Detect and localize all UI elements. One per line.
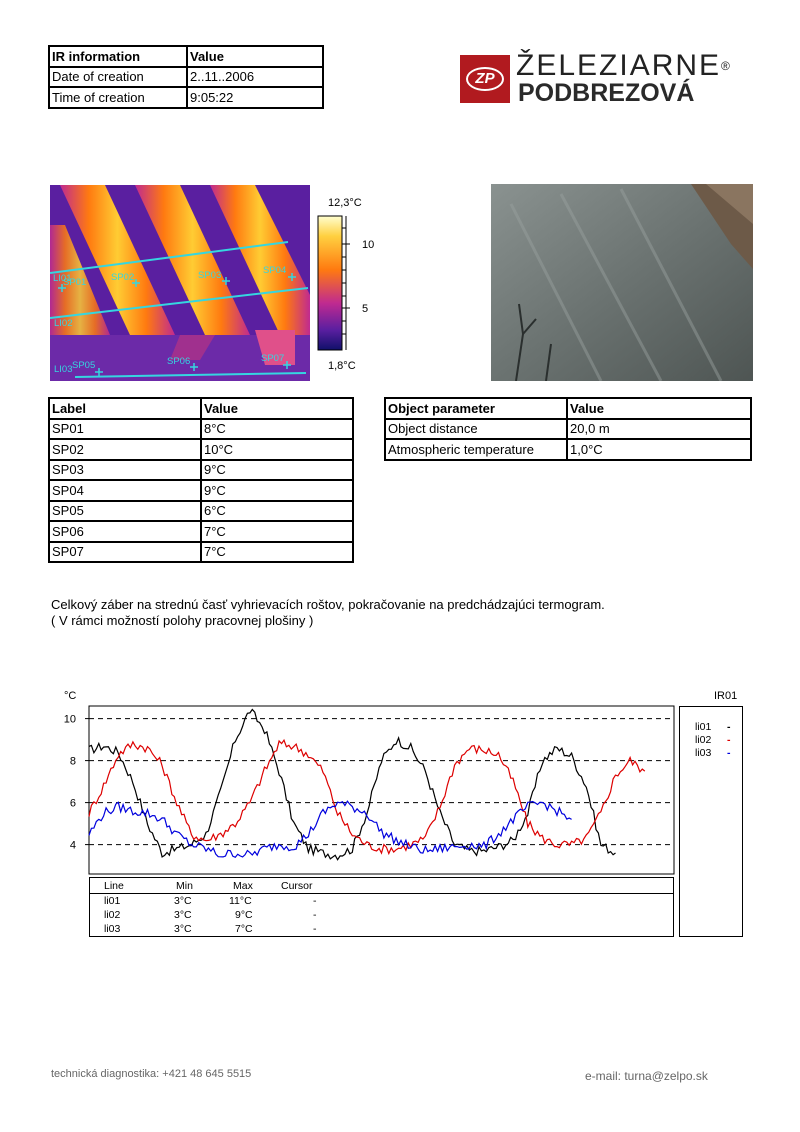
stats-row (90, 909, 673, 922)
sp03-label: SP03 (198, 270, 222, 281)
legend-marker-li03: - (727, 747, 731, 759)
chart-y-ticks (64, 714, 89, 852)
table-row (49, 419, 353, 440)
scale-min-label: 1,8°C (328, 360, 356, 372)
li03-label: LI03 (54, 364, 73, 375)
table-row (385, 439, 751, 460)
atmospheric-temperature-value: 1,0°C (567, 439, 751, 460)
legend-marker-li01: - (727, 721, 731, 733)
stats-min: 3°C (174, 909, 192, 921)
spot-value: 8°C (201, 419, 353, 440)
stats-cursor: - (313, 909, 317, 921)
chart-y-tick-label: 10 (63, 713, 76, 726)
scale-max-label: 12,3°C (328, 197, 362, 209)
stats-line-name: li03 (104, 923, 121, 935)
sp04-label: SP04 (263, 265, 287, 276)
sp01-label: SP01 (63, 277, 87, 288)
object-header-label: Object parameter (385, 398, 567, 419)
spot-label: SP07 (49, 542, 201, 563)
legend-marker-li02: - (727, 734, 731, 746)
time-value: 9:05:22 (187, 87, 323, 108)
object-distance-value: 20,0 m (567, 419, 751, 440)
line-stats-table (89, 877, 674, 937)
chart-plot-frame (89, 706, 674, 874)
sp07-label: SP07 (261, 353, 285, 364)
spot-label: SP05 (49, 501, 201, 522)
spot-label: SP06 (49, 521, 201, 542)
logo-text-line2: PODBREZOVÁ (518, 79, 695, 107)
table-row (49, 480, 353, 501)
spot-value: 9°C (201, 480, 353, 501)
sp02-label: SP02 (111, 272, 135, 283)
spot-label: SP03 (49, 460, 201, 481)
stats-max: 11°C (229, 895, 252, 907)
stats-max: 9°C (235, 909, 253, 921)
li02-label: LI02 (54, 318, 73, 329)
footer-phone: technická diagnostika: +421 48 645 5515 (51, 1068, 252, 1080)
chart-y-tick-label: 6 (69, 797, 76, 810)
ir-info-header-value: Value (187, 46, 323, 67)
visual-photo (491, 184, 753, 381)
legend-label-li01: li01 (695, 721, 712, 733)
logo-zp-mark: ZP (466, 67, 504, 91)
stats-min: 3°C (174, 923, 192, 935)
table-row (49, 521, 353, 542)
spot-value: 7°C (201, 521, 353, 542)
spot-temperature-table (48, 397, 354, 563)
table-row (49, 439, 353, 460)
series-line-li03 (89, 801, 572, 857)
spot-label: SP02 (49, 439, 201, 460)
spot-value: 9°C (201, 460, 353, 481)
object-parameter-table (384, 397, 752, 461)
object-distance-label: Object distance (385, 419, 567, 440)
chart-series-group (89, 710, 645, 860)
chart-y-unit-label: °C (64, 690, 77, 702)
spot-label: SP01 (49, 419, 201, 440)
scale-tick-10: 10 (362, 239, 375, 251)
spot-value: 6°C (201, 501, 353, 522)
stats-min: 3°C (174, 895, 192, 907)
stats-header-divider (90, 893, 673, 894)
chart-legend (679, 706, 743, 937)
spot-label: SP04 (49, 480, 201, 501)
table-row (385, 419, 751, 440)
date-value: 2..11..2006 (187, 67, 323, 88)
logo-line1-text: ŽELEZIARNE (516, 49, 722, 82)
table-row (49, 501, 353, 522)
legend-label-li03: li03 (695, 747, 712, 759)
chart-y-tick-label: 8 (69, 755, 76, 768)
table-row (49, 460, 353, 481)
legend-entry-li01 (695, 721, 740, 733)
ir-info-header-row (49, 46, 323, 67)
stats-header-max: Max (233, 880, 253, 892)
legend-entry-li02 (695, 734, 740, 746)
series-line-li01 (89, 710, 616, 860)
spot-value: 7°C (201, 542, 353, 563)
company-logo-emblem (460, 55, 510, 103)
stats-cursor: - (313, 923, 317, 935)
stats-max: 7°C (235, 923, 253, 935)
line-profile-chart (50, 685, 680, 880)
caption-line-2: ( V rámci možností polohy pracovnej plošiny ) (51, 613, 314, 628)
table-row (49, 67, 323, 88)
spot-header-value: Value (201, 398, 353, 419)
series-line-li02 (89, 740, 645, 853)
footer-email[interactable]: e-mail: turna@zelpo.sk (585, 1069, 708, 1083)
time-label: Time of creation (49, 87, 187, 108)
sp06-label: SP06 (167, 356, 191, 367)
stats-header-cursor: Cursor (281, 880, 313, 892)
table-row (49, 87, 323, 108)
stats-header-row (90, 880, 673, 893)
temperature-scale (312, 190, 382, 380)
caption-line-1: Celkový záber na strednú časť vyhrievacích roštov, pokračovanie na predchádzajúci termogram. (51, 597, 605, 612)
date-label: Date of creation (49, 67, 187, 88)
spot-value: 10°C (201, 439, 353, 460)
stats-header-line: Line (104, 880, 124, 892)
ir-info-header-label: IR information (49, 46, 187, 67)
object-table-header-row (385, 398, 751, 419)
atmospheric-temperature-label: Atmospheric temperature (385, 439, 567, 460)
stats-line-name: li02 (104, 909, 121, 921)
legend-label-li02: li02 (695, 734, 712, 746)
li01-label: LI01 (53, 273, 72, 284)
scale-tick-5: 5 (362, 303, 369, 315)
chart-grid (89, 719, 674, 845)
sp05-label: SP05 (72, 360, 96, 371)
spot-header-label: Label (49, 398, 201, 419)
stats-header-min: Min (176, 880, 193, 892)
stats-cursor: - (313, 895, 317, 907)
ir-info-table (48, 45, 324, 109)
logo-text-line1 (516, 50, 730, 82)
chart-y-tick-label: 4 (69, 839, 76, 852)
table-row (49, 542, 353, 563)
stats-row (90, 895, 673, 908)
object-header-value: Value (567, 398, 751, 419)
stats-row (90, 923, 673, 936)
scale-gradient-bar (318, 216, 342, 350)
legend-entry-li03 (695, 747, 740, 759)
registered-mark: ® (721, 59, 730, 73)
thermogram-image (50, 185, 310, 381)
chart-title: IR01 (714, 690, 738, 702)
stats-line-name: li01 (104, 895, 121, 907)
spot-table-header-row (49, 398, 353, 419)
